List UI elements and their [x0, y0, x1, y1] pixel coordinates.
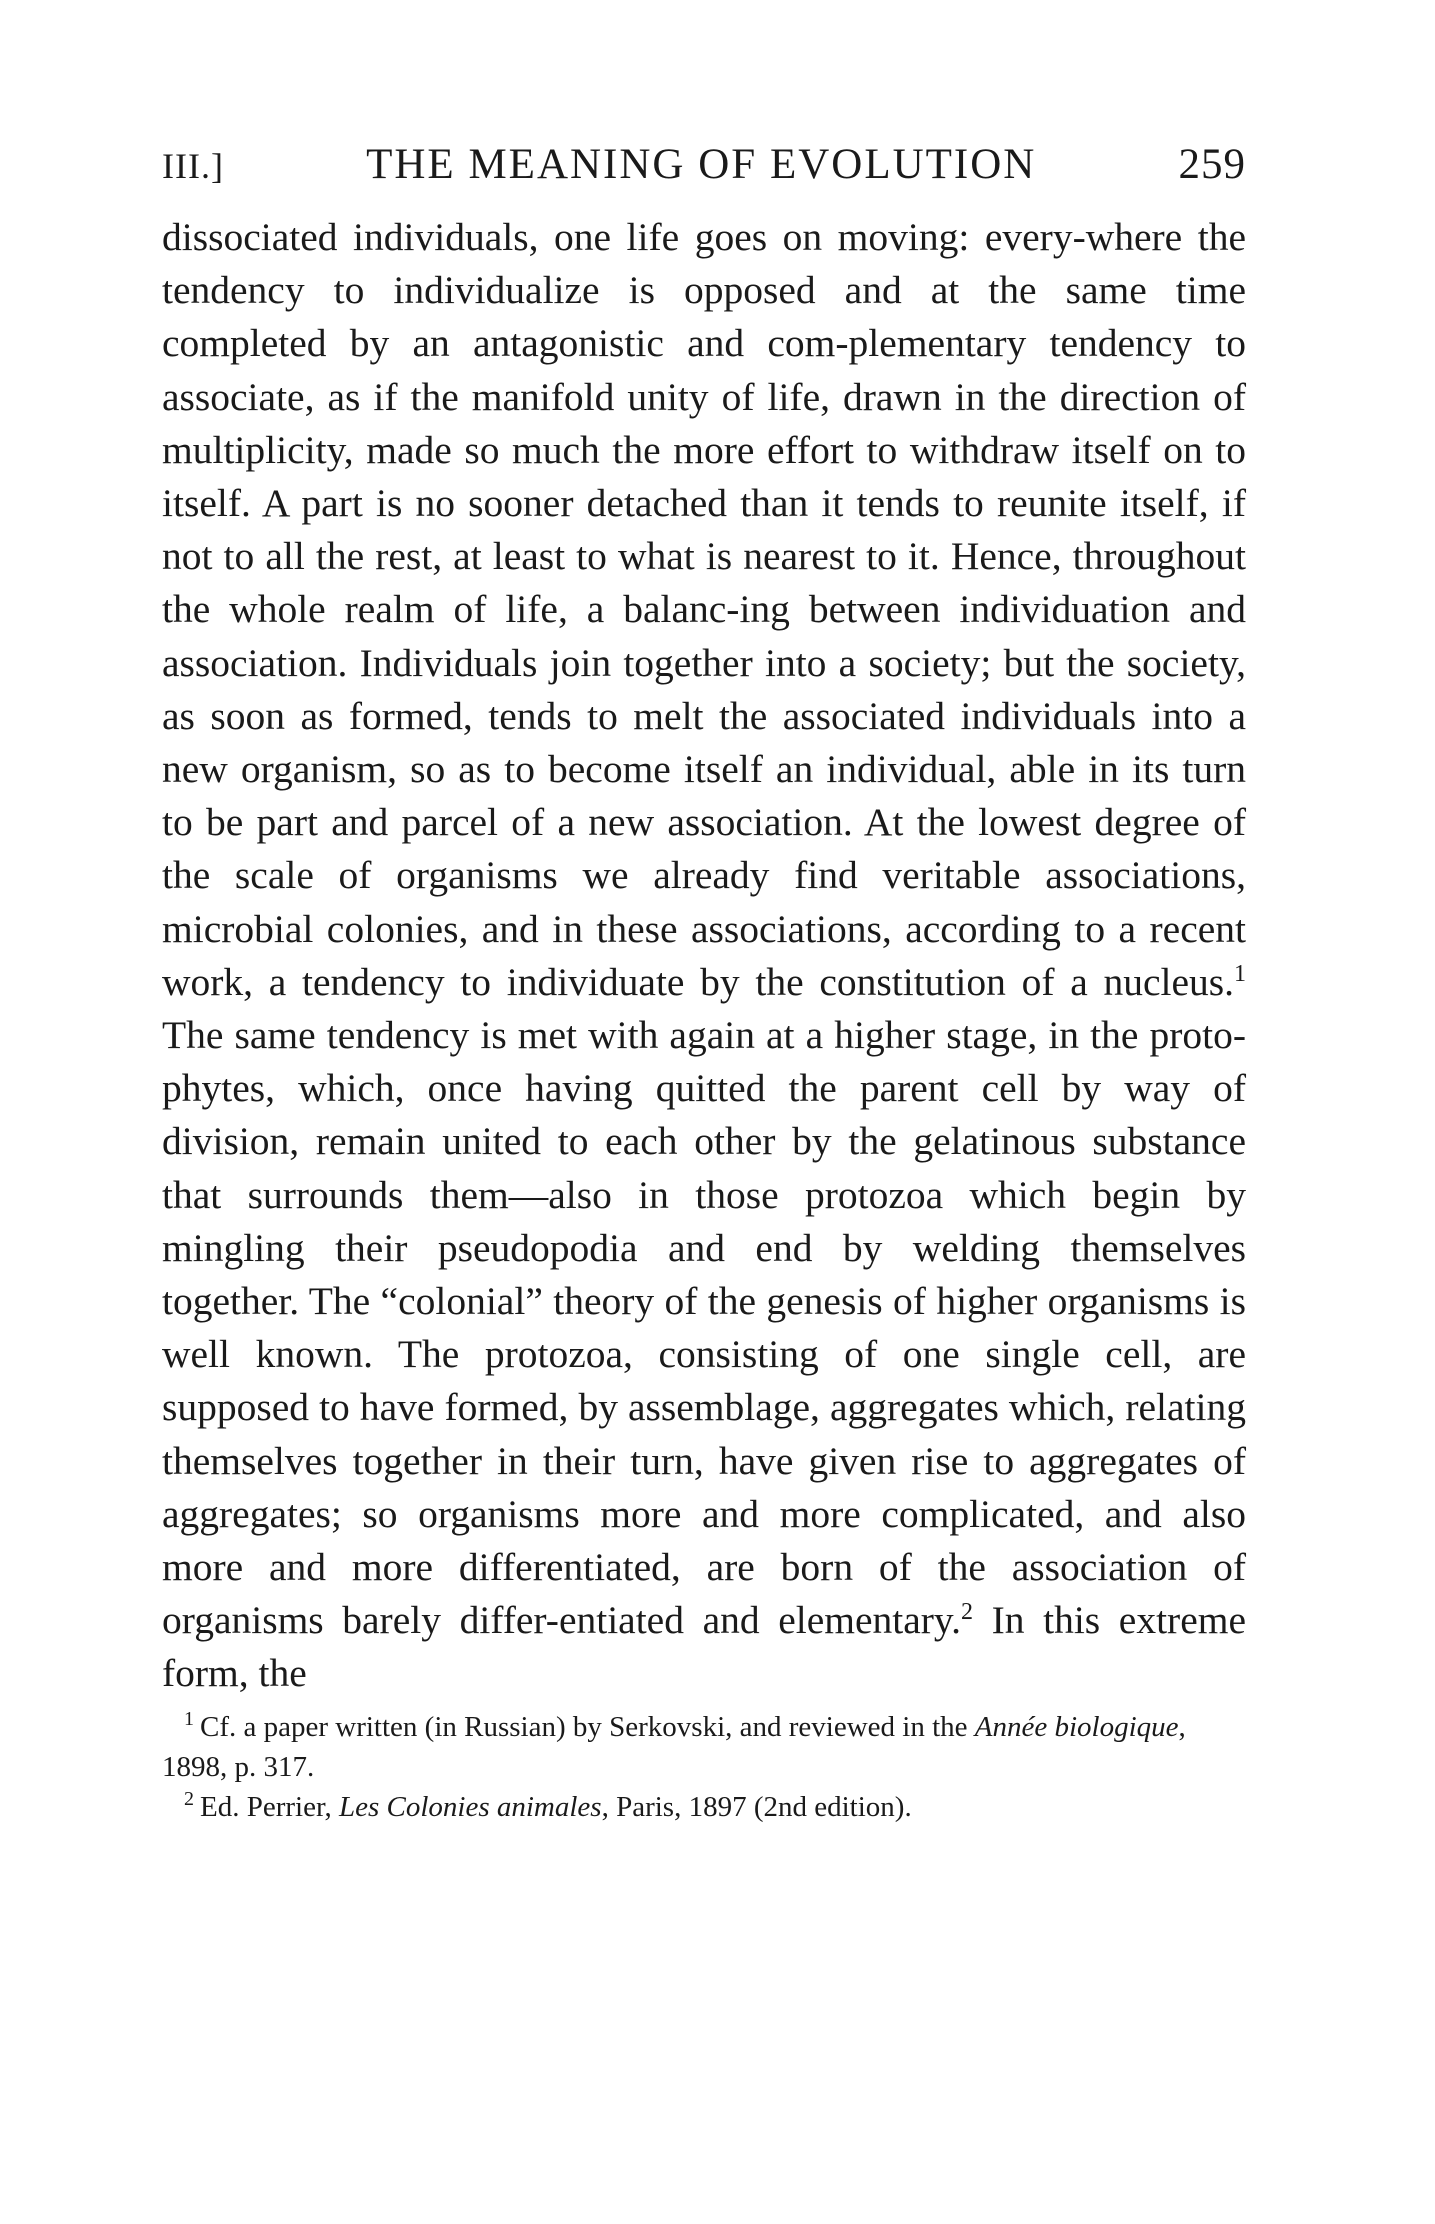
- book-page: [162, 140, 1246, 1827]
- body-paragraph: [162, 211, 1246, 1701]
- footnote-marker: 1: [184, 1708, 194, 1731]
- body-text-part-3: In this extreme form, the: [162, 1598, 1246, 1696]
- footnote-text: , Paris, 1897 (2nd edition).: [601, 1790, 912, 1823]
- footnote-text: , 1898, p. 317.: [162, 1710, 1186, 1783]
- body-text-part-1: dissociated individuals, one life goes on moving: every-where the tendency to individualize is opposed and at the same time completed by an antagonistic and com-plementary tendency to associate, as if the manifold unity of life, drawn in the direction of multiplicity, made so much the more effort to withdraw itself on to itself. A part is no sooner detached than it tends to reunite itself, if not to all the rest, at least to what is nearest to it. Hence, throughout the whole realm of life, a balanc-ing between individuation and association. Individuals join together into a society; but the society, as soon as formed, tends to melt the associated individuals into a new organism, so as to become itself an individual, able in its turn to be part and parcel of a new association. At the lowest degree of the scale of organisms we already find veritable associations, microbial colonies, and in these associations, according to a recent work, a tendency to individuate by the constitution of a nucleus.: [162, 215, 1246, 1004]
- footnote-text: Ed. Perrier,: [200, 1790, 339, 1823]
- footnote-ref-2[interactable]: 2: [960, 1599, 973, 1626]
- footnote-marker: 2: [184, 1788, 194, 1811]
- footnote-ref-1[interactable]: 1: [1234, 960, 1246, 987]
- running-head: [162, 140, 1246, 189]
- footnote-text: Cf. a paper written (in Russian) by Serkovski, and reviewed in the: [200, 1710, 975, 1743]
- footnotes: [162, 1707, 1246, 1827]
- footnote-1: [162, 1707, 1246, 1787]
- chapter-section-mark: III.]: [162, 146, 224, 186]
- body-text-part-2: The same tendency is met with again at a higher stage, in the proto-phytes, which, once having quitted the parent cell by way of division, remain united to each other by the gelatinous substance that surrounds them—also in those protozoa which begin by mingling their pseudopodia and end by welding themselves together. The “colonial” theory of the genesis of higher organisms is well known. The protozoa, consisting of one single cell, are supposed to have formed, by assemblage, aggregates which, relating themselves together in their turn, have given rise to aggregates of aggregates; so organisms more and more complicated, and also more and more differentiated, are born of the association of organisms barely differ-entiated and elementary.: [162, 1013, 1246, 1643]
- footnote-italic-title: Année biologique: [974, 1710, 1179, 1743]
- footnote-2: [162, 1787, 1246, 1827]
- footnote-italic-title: Les Colonies animales: [338, 1790, 602, 1823]
- running-title: THE MEANING OF EVOLUTION: [366, 141, 1037, 188]
- page-number: 259: [1178, 141, 1246, 188]
